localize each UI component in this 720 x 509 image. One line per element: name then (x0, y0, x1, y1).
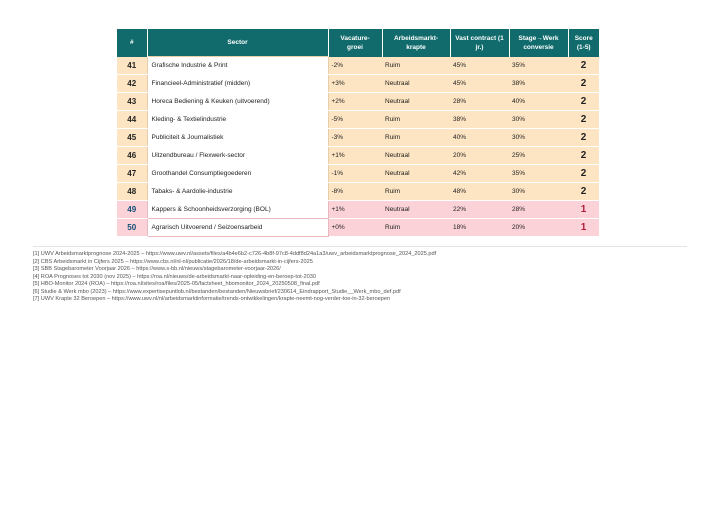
cell-vacature: +1% (328, 147, 382, 165)
cell-num: 41 (117, 57, 147, 75)
cell-vacature: +1% (328, 201, 382, 219)
header-vast: Vast contract (1 jr.) (450, 29, 509, 57)
cell-num: 43 (117, 93, 147, 111)
cell-stage: 30% (509, 129, 568, 147)
cell-num: 46 (117, 147, 147, 165)
references-list (33, 251, 436, 304)
divider (33, 246, 687, 247)
cell-score: 2 (568, 57, 599, 75)
cell-score: 2 (568, 129, 599, 147)
cell-krapte: Neutraal (382, 165, 450, 183)
cell-num: 49 (117, 201, 147, 219)
reference-item: [7] UWV Krapte 32 Beroepen – https://www.uwv.nl/nl/arbeidsmarktinformatie/trends-ontwikkelingen/krapte-neemt-nog-verder-toe-in-32-beroepen (33, 296, 391, 302)
cell-krapte: Neutraal (382, 93, 450, 111)
cell-sector: Kleding- & Textielindustrie (147, 111, 328, 129)
table-row (117, 201, 599, 219)
cell-vacature: -1% (328, 165, 382, 183)
cell-vast: 42% (450, 165, 509, 183)
cell-num: 44 (117, 111, 147, 129)
cell-krapte: Ruim (382, 129, 450, 147)
cell-krapte: Ruim (382, 183, 450, 201)
cell-score: 2 (568, 75, 599, 93)
table-row (117, 57, 599, 75)
header-score: Score (1-5) (568, 29, 599, 57)
cell-stage: 20% (509, 219, 568, 237)
header-stage: Stage→Werk conversie (509, 29, 568, 57)
cell-stage: 30% (509, 183, 568, 201)
header-num: # (117, 29, 147, 57)
cell-score: 2 (568, 183, 599, 201)
cell-vast: 38% (450, 111, 509, 129)
cell-krapte: Ruim (382, 57, 450, 75)
cell-vacature: +2% (328, 93, 382, 111)
cell-num: 42 (117, 75, 147, 93)
table-row (117, 183, 599, 201)
cell-vacature: -5% (328, 111, 382, 129)
cell-vacature: -8% (328, 183, 382, 201)
cell-stage: 28% (509, 201, 568, 219)
cell-sector: Groothandel Consumptiegoederen (147, 165, 328, 183)
sector-score-table (117, 29, 599, 237)
reference-item: [1] UWV Arbeidsmarktprognose 2024-2025 – https://www.uwv.nl/assets/files/a4b4e6b2-c726-4b8f-97c8-4ddf8d24a1a3/uwv_arbeidsmarktprognose_2024_2025.pdf (33, 251, 437, 257)
cell-sector: Horeca Bediening & Keuken (uitvoerend) (147, 93, 328, 111)
cell-stage: 30% (509, 111, 568, 129)
cell-sector: Grafische Industrie & Print (147, 57, 328, 75)
cell-vacature: +3% (328, 75, 382, 93)
cell-num: 50 (117, 219, 147, 237)
cell-vast: 28% (450, 93, 509, 111)
reference-item: [3] SBB Stagebarometer Voorjaar 2026 – https://www.s-bb.nl/nieuws/stagebarometer-voorjaar-2026/ (33, 266, 281, 272)
cell-sector: Publiciteit & Journalistiek (147, 129, 328, 147)
cell-vast: 18% (450, 219, 509, 237)
table-row (117, 75, 599, 93)
cell-krapte: Neutraal (382, 147, 450, 165)
cell-sector: Agrarisch Uitvoerend / Seizoensarbeid (147, 219, 328, 237)
table-header-row (117, 29, 599, 57)
cell-num: 45 (117, 129, 147, 147)
cell-sector: Uitzendbureau / Flexwerk-sector (147, 147, 328, 165)
cell-vacature: +0% (328, 219, 382, 237)
cell-vast: 22% (450, 201, 509, 219)
cell-stage: 35% (509, 57, 568, 75)
cell-stage: 35% (509, 165, 568, 183)
header-vacature: Vacature- groei (328, 29, 382, 57)
cell-vast: 45% (450, 57, 509, 75)
cell-score: 2 (568, 111, 599, 129)
cell-stage: 38% (509, 75, 568, 93)
cell-num: 48 (117, 183, 147, 201)
table-row (117, 111, 599, 129)
reference-item: [4] ROA Prognoses tot 2030 (nov 2025) – https://roa.nl/nieuws/de-arbeidsmarkt-naar-opleiding-en-beroep-tot-2030 (33, 273, 316, 280)
cell-score: 2 (568, 165, 599, 183)
cell-sector: Tabaks- & Aardolie-industrie (147, 183, 328, 201)
header-sector: Sector (147, 29, 328, 57)
table-row (117, 93, 599, 111)
table-row (117, 129, 599, 147)
header-krapte: Arbeidsmarkt- krapte (382, 29, 450, 57)
table-row (117, 219, 599, 237)
cell-krapte: Ruim (382, 219, 450, 237)
table-row (117, 147, 599, 165)
cell-stage: 25% (509, 147, 568, 165)
cell-score: 1 (568, 201, 599, 219)
cell-score: 2 (568, 93, 599, 111)
cell-stage: 40% (509, 93, 568, 111)
cell-vast: 48% (450, 183, 509, 201)
cell-score: 2 (568, 147, 599, 165)
cell-score: 1 (568, 219, 599, 237)
cell-krapte: Ruim (382, 111, 450, 129)
cell-vast: 20% (450, 147, 509, 165)
cell-krapte: Neutraal (382, 201, 450, 219)
table-row (117, 165, 599, 183)
cell-krapte: Neutraal (382, 75, 450, 93)
cell-vast: 45% (450, 75, 509, 93)
reference-item: [5] HBO-Monitor 2024 (ROA) – https://roa.nl/sites/roa/files/2025-05/factsheet_hbomonitor_2024_20250508_final.pdf (33, 281, 320, 287)
cell-num: 47 (117, 165, 147, 183)
cell-vacature: -3% (328, 129, 382, 147)
reference-item: [6] Studie & Werk mbo (2023) – https://www.expertisepuntlob.nl/bestanden/bestanden/Nieuwsbrief/230614_Eindrapport_Studie__Werk_mbo_def.pdf (33, 288, 401, 295)
cell-vast: 40% (450, 129, 509, 147)
cell-sector: Kappers & Schoonheidsverzorging (BOL) (147, 201, 328, 219)
cell-sector: Financieel-Administratief (midden) (147, 75, 328, 93)
reference-item: [2] CBS Arbeidsmarkt in Cijfers 2025 – https://www.cbs.nl/nl-nl/publicatie/2026/18/de-arbeidsmarkt-in-cijfers-2025 (33, 258, 313, 265)
cell-vacature: -2% (328, 57, 382, 75)
